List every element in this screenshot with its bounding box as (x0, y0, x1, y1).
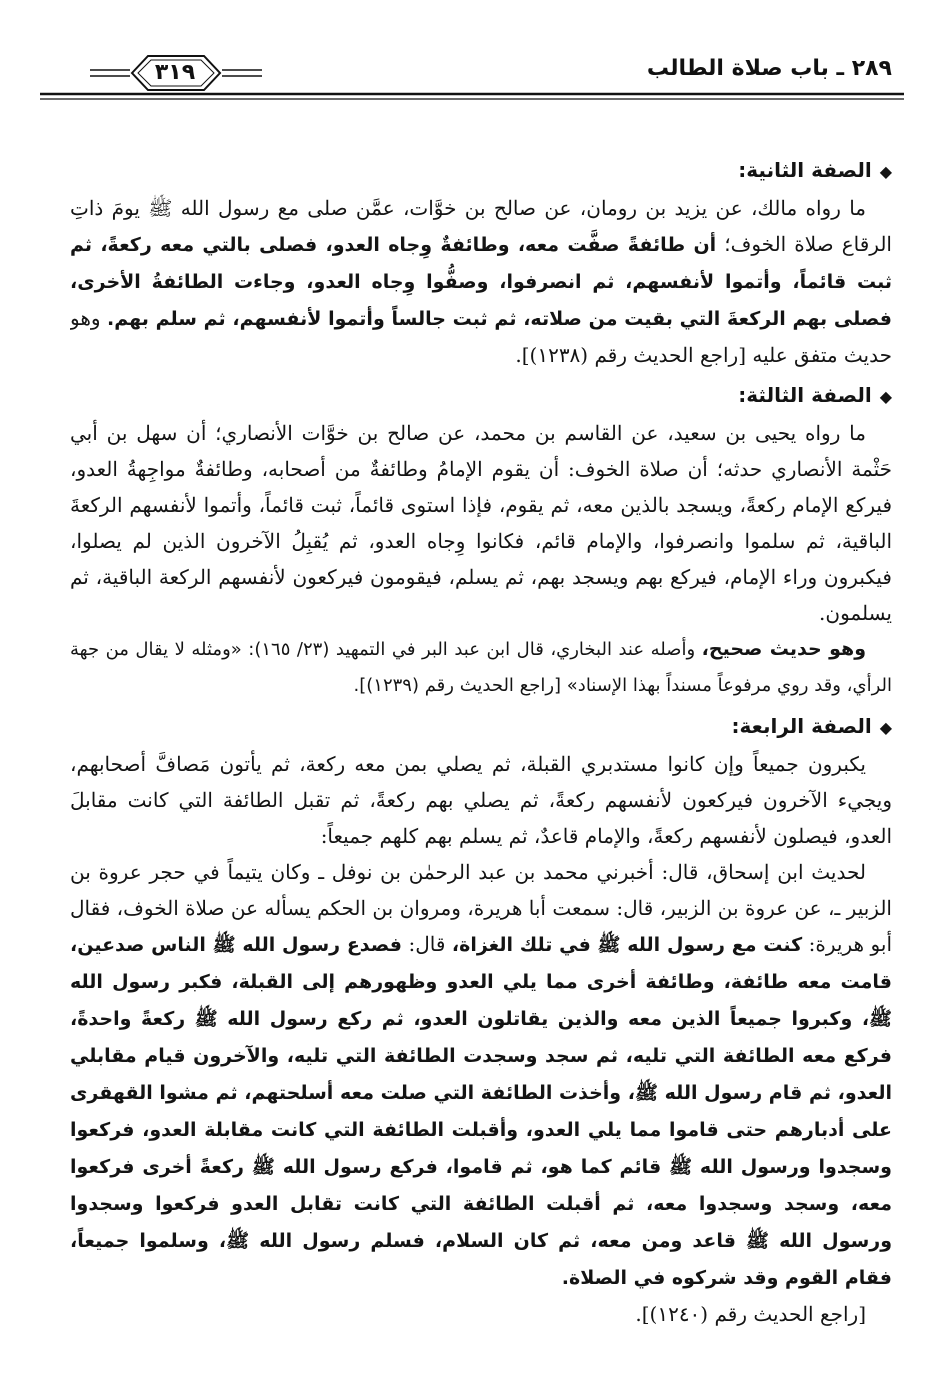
text-run: قال: (401, 932, 452, 956)
text-run: وهو حديث متفق عليه [راجع الحديث رقم (١٢٣٨)]. (70, 306, 892, 367)
section-heading-fourth (70, 708, 892, 746)
page-body (70, 148, 892, 1368)
bullet-icon: ◆ (879, 718, 892, 737)
section-heading-text: الصفة الثالثة: (738, 383, 872, 407)
section-paragraph-second (70, 190, 892, 373)
text-run: وأصله عند البخاري، قال ابن عبد البر في التمهيد (٢٣/ ١٦٥): «ومثله لا يقال من جهة الرأي، وقد روي مرفوعاً مسنداً بهذا الإسناد» [راجع الحديث رقم (١٢٣٩)]. (70, 639, 892, 696)
section-heading-third (70, 377, 892, 415)
section-paragraph-third (70, 415, 892, 631)
section-paragraph-fourth-intro (70, 746, 892, 854)
section-paragraph-fourth-hadith (70, 854, 892, 1296)
text-run: لحديث ابن إسحاق، قال: أخبرني محمد بن عبد الرحمٰن بن نوفل ـ وكان يتيماً في حجر عروة بن الزبير ـ، عن عروة بن الزبير، قال: سمعت أبا هريرة، ومروان بن الحكم يسأله عن صلاة الخوف، فقال أبو هريرة: (70, 860, 892, 956)
text-run: ما رواه يحيى بن سعيد، عن القاسم بن محمد، عن صالح بن خوَّات الأنصاري؛ أن سهل بن أبي حَثْمة الأنصاري حدثه؛ أن صلاة الخوف: أن يقوم الإمامُ وطائفةٌ من أصحابه، وطائفةٌ مواجِهةُ العدو، فيركع الإمام ركعةً، ويسجد بالذين معه، ثم يقوم، فإذا استوى قائماً، ثبت قائماً، وأتموا لأنفسهم الركعةَ الباقية، ثم سلموا وانصرفوا، والإمام قائم، فكانوا وِجاه العدو، ثم يُقبِلُ الآخرون الذين لم يصلوا، فيكبرون وراء الإمام، فيركع بهم ويسجد بهم، ثم يسلم، فيقومون فيركعون لأنفسهم الركعة الباقية، ثم يسلمون. (70, 421, 892, 625)
page-header (0, 0, 944, 110)
page-number: ٣١٩ (154, 60, 196, 85)
text-run: يكبرون جميعاً وإن كانوا مستدبري القبلة، ثم يصلي بمن معه ركعة، ثم يأتون مَصافَّ أصحابهم، ويجيء الآخرون فيركعون لأنفسهم ركعةً، ثم يصلي بهم ركعةً، ثم تقبل الطائفة التي كانت مقابلَ العدو، فيصلون لأنفسهم ركعةً، والإمام قاعدٌ، ثم يسلم بهم كلهم جميعاً: (70, 752, 892, 848)
grading-label: وهو حديث صحيح، (701, 638, 867, 660)
section-heading-text: الصفة الثانية: (738, 158, 872, 182)
hadith-text: أن طائفةً صفَّت معه، وطائفةٌ وِجاه العدو، فصلى بالتي معه ركعةً، ثم ثبت قائماً، وأتموا لأنفسهم، ثم انصرفوا، وصفُّوا وِجاه العدو، وجاءت الطائفةُ الأخرى، فصلى بهم الركعةَ التي بقيت من صلاته، ثم ثبت جالساً وأتموا لأنفسهم، ثم سلم بهم. (70, 234, 892, 330)
section-heading-second (70, 152, 892, 190)
bullet-icon: ◆ (879, 162, 892, 181)
hadith-text: فصدع رسول الله ﷺ الناس صدعين، قامت معه طائفة، وطائفة أخرى مما يلي العدو وظهورهم إلى القبلة، فكبر رسول الله ﷺ، وكبروا جميعاً الذين معه والذين يقاتلون العدو، ثم ركع رسول الله ﷺ ركعةً واحدةً، فركع معه الطائفة التي تليه، ثم سجد وسجدت الطائفة التي تليه، والآخرون قيام مقابلي العدو، ثم قام رسول الله ﷺ، وأخذت الطائفة التي صلت معه أسلحتهم، ثم مشوا القهقرى على أدبارهم حتى قاموا مما يلي العدو، وأقبلت الطائفة التي كانت مقابلة العدو، فركعوا وسجدوا ورسول الله ﷺ قائم كما هو، ثم قاموا، فركع رسول الله ﷺ ركعةً أخرى فركعوا معه، وسجد وسجدوا معه، ثم أقبلت الطائفة التي كانت تقابل العدو فركعوا وسجدوا ورسول الله ﷺ قاعد ومن معه، ثم كان السلام، فسلم رسول الله ﷺ، وسلموا جميعاً، فقام القوم وقد شركوه في الصلاة. (70, 934, 892, 1289)
hadith-text: كنت مع رسول الله ﷺ في تلك الغزاة، (451, 934, 803, 956)
reference-note: [راجع الحديث رقم (١٢٤٠)]. (635, 1302, 866, 1326)
header-frame (0, 0, 944, 110)
section-heading-text: الصفة الرابعة: (731, 714, 872, 738)
text-run: ما رواه مالك، عن يزيد بن رومان، عن صالح بن خوَّات، عمَّن صلى مع رسول الله ﷺ يومَ ذاتِ الرقاع صلاة الخوف؛ (70, 196, 892, 256)
bullet-icon: ◆ (879, 387, 892, 406)
chapter-title: ٢٨٩ ـ باب صلاة الطالب (646, 56, 892, 81)
grading-note (70, 631, 892, 704)
